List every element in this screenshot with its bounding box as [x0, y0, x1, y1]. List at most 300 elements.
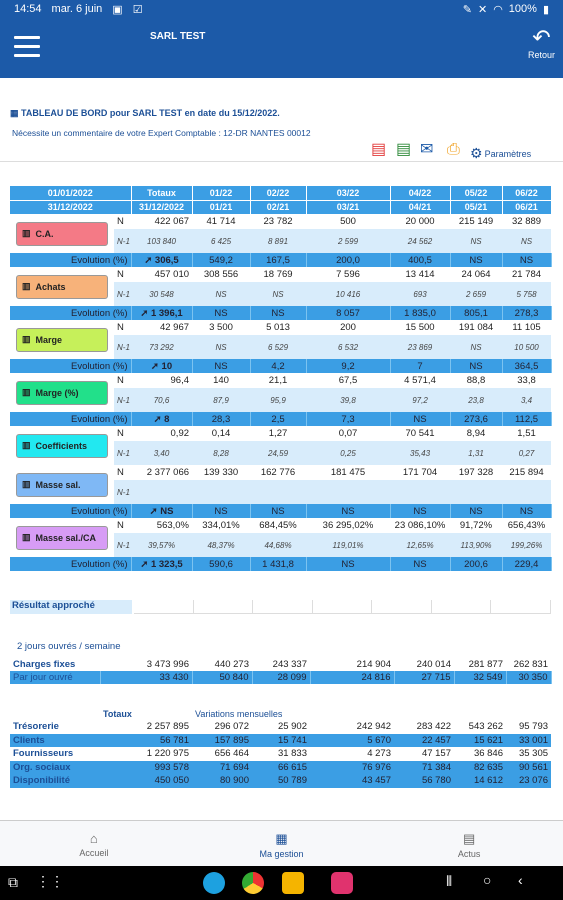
evolution-cell [131, 557, 192, 571]
section-row-n [10, 373, 551, 388]
tresorerie-row [10, 734, 551, 748]
value-cell: 91,72% [450, 518, 502, 533]
evolution-cell: NS [450, 359, 502, 373]
section-row-n [10, 320, 551, 335]
value-cell: 0,07 [306, 426, 390, 441]
value-cell: 21,1 [250, 373, 306, 388]
mail-icon[interactable]: ✉ [420, 141, 434, 158]
value-cell: 2 659 [450, 282, 502, 306]
tresorerie-cell: 76 976 [310, 761, 394, 775]
evolution-cell: 9,2 [306, 359, 390, 373]
evolution-cell: NS [390, 557, 450, 571]
row-tag: N [114, 426, 131, 441]
header-row [10, 200, 551, 214]
tresorerie-cell: 1 220 975 [146, 748, 189, 760]
nav-ma-gestion[interactable]: ▦ Ma gestion [188, 821, 376, 866]
evolution-cell: 2,5 [250, 412, 306, 426]
evolution-row [10, 359, 551, 373]
tresorerie-cell: 95 793 [518, 721, 549, 733]
value-cell: 8 891 [250, 229, 306, 253]
variations-header: Variations mensuelles [195, 709, 283, 719]
value-cell: 96,4 [131, 373, 192, 388]
section-row-n [10, 518, 551, 533]
apps-grid-icon[interactable]: ⋮⋮ [36, 873, 64, 889]
value-cell: NS [450, 335, 502, 359]
value-cell: 30 548 [131, 282, 192, 306]
header-cell: 05/22 [450, 186, 502, 200]
tresorerie-row [10, 720, 551, 734]
evolution-cell: NS [502, 504, 551, 518]
evolution-value: 10 [161, 360, 173, 372]
value-cell: 308 556 [192, 267, 250, 282]
value-cell: 191 084 [450, 320, 502, 335]
row-tag: N [114, 214, 131, 229]
header-cell: 02/21 [250, 200, 306, 214]
row-tag: N-1 [114, 480, 131, 504]
evolution-label: Evolution (%) [10, 306, 131, 320]
header-cell: 31/12/2022 [10, 200, 131, 214]
evolution-label: Evolution (%) [10, 359, 131, 373]
back-nav-icon[interactable]: ‹ [518, 872, 523, 888]
value-cell: 10 416 [306, 282, 390, 306]
evolution-value: 1 396,1 [150, 307, 183, 319]
back-button[interactable] [528, 26, 555, 60]
evolution-cell: NS [306, 504, 390, 518]
trend-up-icon: ➚ [140, 307, 151, 319]
value-cell: 103 840 [131, 229, 192, 253]
header-cell: 01/01/2022 [10, 186, 131, 200]
battery-icon: ▮ [542, 3, 549, 16]
tresorerie-cell: 47 157 [421, 748, 451, 760]
evolution-cell: 1 835,0 [390, 306, 450, 320]
value-cell: 0,25 [306, 441, 390, 465]
evolution-cell: 112,5 [502, 412, 551, 426]
charges-row [10, 671, 551, 684]
sliders-icon: ▥ [22, 440, 31, 450]
tresorerie-cell: 656 464 [214, 748, 249, 760]
header-cell: 04/22 [390, 186, 450, 200]
evolution-cell: 200,0 [306, 253, 390, 267]
value-cell: 215 149 [450, 214, 502, 229]
wifi-icon: ◠ [493, 3, 503, 16]
bottom-nav [0, 820, 563, 866]
value-cell: 181 475 [306, 465, 390, 480]
charges-cell: 30 350 [506, 671, 551, 684]
row-tag: N-1 [114, 533, 131, 557]
value-cell: 656,43% [502, 518, 551, 533]
status-bar [0, 0, 563, 18]
value-cell: 32 889 [502, 214, 551, 229]
section-badge[interactable] [16, 381, 108, 405]
section-badge[interactable] [16, 434, 108, 458]
charges-table [10, 658, 551, 684]
value-cell: 44,68% [250, 533, 306, 557]
value-cell: 39,8 [306, 388, 390, 412]
tresorerie-cell: 993 578 [100, 761, 192, 775]
calculator-icon: ▦ [275, 831, 288, 846]
value-cell: 197 328 [450, 465, 502, 480]
evolution-cell: 7,3 [306, 412, 390, 426]
section-badge[interactable] [16, 526, 108, 550]
value-cell: 87,9 [192, 388, 250, 412]
tresorerie-cell: 33 001 [506, 734, 551, 748]
section-badge-cell [10, 465, 114, 504]
header-cell: 06/21 [502, 200, 551, 214]
working-days: 2 jours ouvrés / semaine [17, 641, 121, 652]
section-label: Coefficients [35, 440, 88, 451]
section-badge[interactable] [16, 328, 108, 352]
news-icon: ▤ [463, 831, 476, 846]
evolution-cell: 28,3 [192, 412, 250, 426]
system-nav-bar [0, 866, 563, 900]
tresorerie-label: Disponibilité [10, 774, 100, 788]
value-cell: 6 425 [192, 229, 250, 253]
value-cell: 215 894 [502, 465, 551, 480]
value-cell: 2 377 066 [131, 465, 192, 480]
charges-cell: 50 840 [192, 671, 252, 684]
evolution-cell: NS [192, 504, 250, 518]
value-cell [390, 480, 450, 504]
charges-cell: 262 831 [506, 658, 551, 671]
value-cell: 18 769 [250, 267, 306, 282]
value-cell: 73 292 [131, 335, 192, 359]
evolution-label: Evolution (%) [10, 557, 131, 571]
header-cell: 04/21 [390, 200, 450, 214]
value-cell: 3,40 [131, 441, 192, 465]
pen-icon: ✎ [462, 3, 472, 16]
undo-icon: ↶ [532, 25, 551, 50]
evolution-cell: NS [250, 306, 306, 320]
value-cell: 15 500 [390, 320, 450, 335]
evolution-cell [131, 359, 192, 373]
section-badge[interactable] [16, 222, 108, 246]
section-badge-cell [10, 373, 114, 412]
evolution-cell [131, 253, 192, 267]
tresorerie-cell: 25 902 [277, 721, 307, 733]
value-cell: 0,14 [192, 426, 250, 441]
charges-cell: 281 877 [454, 658, 506, 671]
resultat-label: Résultat approché [10, 600, 132, 614]
section-badge-cell [10, 214, 114, 253]
value-cell: 13 414 [390, 267, 450, 282]
evolution-row [10, 253, 551, 267]
evolution-value: 1 323,5 [150, 558, 183, 570]
tresorerie-cell: 66 615 [252, 761, 310, 775]
value-cell: 95,9 [250, 388, 306, 412]
row-tag: N-1 [114, 282, 131, 306]
value-cell: 8,28 [192, 441, 250, 465]
value-cell: 3 500 [192, 320, 250, 335]
section-label: Achats [35, 281, 66, 292]
evolution-cell: 200,6 [450, 557, 502, 571]
header-cell: 03/21 [306, 200, 390, 214]
row-tag: N [114, 267, 131, 282]
evolution-cell: 167,5 [250, 253, 306, 267]
section-row-n [10, 214, 551, 229]
section-badge-cell [10, 267, 114, 306]
status-time: 14:54 [14, 3, 42, 15]
evolution-cell: 273,6 [450, 412, 502, 426]
section-badge-cell [10, 320, 114, 359]
print-icon[interactable]: ⎙ [447, 141, 460, 158]
evolution-value: 8 [164, 413, 170, 425]
value-cell: 21 784 [502, 267, 551, 282]
value-cell: 12,65% [390, 533, 450, 557]
tresorerie-cell: 296 072 [214, 721, 249, 733]
value-cell: 457 010 [131, 267, 192, 282]
value-cell: 10 500 [502, 335, 551, 359]
trend-up-icon: ➚ [140, 558, 151, 570]
tresorerie-cell: 50 789 [252, 774, 310, 788]
evolution-value: NS [160, 505, 174, 517]
value-cell: 162 776 [250, 465, 306, 480]
value-cell [502, 480, 551, 504]
evolution-value: 306,5 [154, 254, 179, 266]
mute-icon: ✕ [477, 3, 488, 16]
row-tag: N [114, 373, 131, 388]
value-cell: 70,6 [131, 388, 192, 412]
tresorerie-cell: 157 895 [192, 734, 252, 748]
evolution-cell: NS [390, 504, 450, 518]
bar-chart-icon: ▥ [22, 334, 31, 344]
evolution-row [10, 412, 551, 426]
value-cell: 11 105 [502, 320, 551, 335]
row-tag: N-1 [114, 229, 131, 253]
value-cell [450, 480, 502, 504]
user-icon: ▥ [22, 532, 31, 542]
value-cell: 35,43 [390, 441, 450, 465]
briefcase-icon: ▥ [22, 281, 31, 291]
evolution-cell: NS [192, 359, 250, 373]
tresorerie-cell: 2 257 895 [146, 721, 189, 733]
value-cell: 1,31 [450, 441, 502, 465]
nav-actus[interactable]: ▤ Actus [375, 821, 563, 866]
resultat-row [10, 600, 551, 614]
value-cell: 422 067 [131, 214, 192, 229]
header-cell: 01/21 [192, 200, 250, 214]
value-cell: 23 782 [250, 214, 306, 229]
tresorerie-label: Clients [10, 734, 100, 748]
value-cell: 1,27 [250, 426, 306, 441]
tresorerie-cell: 23 076 [506, 774, 551, 788]
value-cell: 1,51 [502, 426, 551, 441]
header-cell: 05/21 [450, 200, 502, 214]
screenshot-icon[interactable]: ⧉ [8, 874, 18, 890]
charges-cell: 214 904 [310, 658, 394, 671]
header-cell: 31/12/2022 [131, 200, 192, 214]
value-cell: 199,26% [502, 533, 551, 557]
table-icon: ▦ [10, 108, 22, 118]
evolution-cell: NS [450, 504, 502, 518]
tresorerie-cell: 543 262 [468, 721, 503, 733]
tresorerie-cell: 80 900 [192, 774, 252, 788]
charges-cell: 33 430 [100, 671, 192, 684]
value-cell: 0,27 [502, 441, 551, 465]
value-cell: NS [250, 282, 306, 306]
tresorerie-cell: 71 694 [192, 761, 252, 775]
header-cell: 01/22 [192, 186, 250, 200]
trend-up-icon: ➚ [149, 505, 161, 517]
row-tag: N-1 [114, 388, 131, 412]
tresorerie-cell: 15 621 [454, 734, 506, 748]
charges-cell: 28 099 [252, 671, 310, 684]
evolution-cell: 8 057 [306, 306, 390, 320]
evolution-cell: NS [390, 412, 450, 426]
section-badge-cell [10, 426, 114, 465]
gear-icon: ⚙ [470, 145, 483, 161]
value-cell: 7 596 [306, 267, 390, 282]
evolution-cell: 1 431,8 [250, 557, 306, 571]
back-label: Retour [527, 50, 555, 60]
tresorerie-cell: 43 457 [310, 774, 394, 788]
header-cell: 03/22 [306, 186, 390, 200]
section-badge[interactable] [16, 473, 108, 497]
tresorerie-label: Org. sociaux [10, 761, 100, 775]
app-bar [0, 18, 563, 78]
tresorerie-cell: 15 741 [252, 734, 310, 748]
value-cell: 41 714 [192, 214, 250, 229]
bar-chart-icon: ▥ [22, 387, 31, 397]
value-cell: 97,2 [390, 388, 450, 412]
charges-cell: 240 014 [394, 658, 454, 671]
chrome-icon[interactable] [242, 872, 264, 894]
tresorerie-cell: 283 422 [416, 721, 451, 733]
value-cell: 3,4 [502, 388, 551, 412]
app-title: SARL TEST [150, 31, 206, 42]
evolution-cell: NS [250, 504, 306, 518]
tresorerie-label: Fournisseurs [13, 748, 74, 760]
tresorerie-cell: 56 781 [100, 734, 192, 748]
check-icon: ☑ [132, 3, 143, 16]
battery-level: 100% [508, 3, 537, 15]
chart-line-icon: ▥ [22, 228, 31, 238]
evolution-label: Evolution (%) [10, 412, 131, 426]
evolution-cell: 549,2 [192, 253, 250, 267]
charges-cell: 3 473 996 [100, 658, 192, 671]
section-badge[interactable] [16, 275, 108, 299]
value-cell: 140 [192, 373, 250, 388]
evolution-cell: NS [450, 253, 502, 267]
value-cell: 42 967 [131, 320, 192, 335]
evolution-label: Evolution (%) [10, 504, 131, 518]
pdf-icon[interactable]: ▤ [371, 141, 387, 158]
value-cell [250, 480, 306, 504]
evolution-cell [131, 504, 192, 518]
value-cell: 8,94 [450, 426, 502, 441]
status-date: mar. 6 juin [51, 3, 103, 15]
parameters-button[interactable]: ⚙ Paramètres [470, 145, 532, 161]
charges-cell: 440 273 [192, 658, 252, 671]
value-cell [306, 480, 390, 504]
excel-icon[interactable]: ▤ [396, 141, 412, 158]
tresorerie-cell: 5 670 [310, 734, 394, 748]
spacer-cell [10, 708, 100, 720]
section-label: C.A. [35, 228, 54, 239]
value-cell: 563,0% [131, 518, 192, 533]
value-cell: 23 086,10% [390, 518, 450, 533]
row-tag: N-1 [114, 335, 131, 359]
value-cell: 36 295,02% [306, 518, 390, 533]
evolution-label: Evolution (%) [10, 253, 131, 267]
tresorerie-row [10, 774, 551, 788]
menu-button[interactable] [14, 36, 40, 58]
value-cell: 5 758 [502, 282, 551, 306]
value-cell: NS [192, 335, 250, 359]
section-row-n [10, 267, 551, 282]
value-cell: 39,57% [131, 533, 192, 557]
value-cell: 20 000 [390, 214, 450, 229]
trend-up-icon: ➚ [153, 413, 165, 425]
value-cell: 67,5 [306, 373, 390, 388]
tresorerie-cell: 36 846 [473, 748, 503, 760]
charges-cell: 27 715 [394, 671, 454, 684]
header-cell: 06/22 [502, 186, 551, 200]
value-cell: 684,45% [250, 518, 306, 533]
value-cell: 5 013 [250, 320, 306, 335]
value-cell: 113,90% [450, 533, 502, 557]
dashboard-header [0, 100, 563, 162]
recents-icon[interactable]: ⦀ [446, 873, 453, 889]
section-label: Marge (%) [35, 387, 79, 398]
evolution-cell: 4,2 [250, 359, 306, 373]
charges-label: Charges fixes [10, 658, 100, 671]
value-cell: 334,01% [192, 518, 250, 533]
tresorerie-cell: 4 273 [367, 748, 391, 760]
value-cell: 119,01% [306, 533, 390, 557]
skype-icon[interactable] [203, 872, 225, 894]
row-tag: N [114, 320, 131, 335]
evolution-cell: 364,5 [502, 359, 551, 373]
evolution-cell: 7 [390, 359, 450, 373]
value-cell: 23 869 [390, 335, 450, 359]
tresorerie-cell: 71 384 [394, 761, 454, 775]
value-cell: 500 [306, 214, 390, 229]
section-row-n [10, 465, 551, 480]
value-cell: 171 704 [390, 465, 450, 480]
tresorerie-cell: 22 457 [394, 734, 454, 748]
tresorerie-table [10, 708, 551, 788]
value-cell: NS [502, 229, 551, 253]
home-nav-icon[interactable]: ○ [483, 872, 492, 888]
charges-cell: 32 549 [454, 671, 506, 684]
charges-row [10, 658, 551, 671]
flower-app-icon[interactable] [331, 872, 353, 894]
evolution-cell: NS [192, 306, 250, 320]
nav-accueil[interactable]: ⌂ Accueil [0, 821, 188, 866]
value-cell: 4 571,4 [390, 373, 450, 388]
tresorerie-cell: 82 635 [454, 761, 506, 775]
value-cell: 23,8 [450, 388, 502, 412]
files-icon[interactable] [282, 872, 304, 894]
users-icon: ▥ [22, 479, 31, 489]
evolution-cell: NS [306, 557, 390, 571]
row-tag: N-1 [114, 441, 131, 465]
evolution-cell: 229,4 [502, 557, 551, 571]
value-cell: 2 599 [306, 229, 390, 253]
trend-up-icon: ➚ [144, 254, 155, 266]
value-cell: 6 529 [250, 335, 306, 359]
value-cell: 88,8 [450, 373, 502, 388]
value-cell: 33,8 [502, 373, 551, 388]
charges-cell: 24 816 [310, 671, 394, 684]
value-cell: 24,59 [250, 441, 306, 465]
evolution-cell: 590,6 [192, 557, 250, 571]
row-tag: N [114, 465, 131, 480]
value-cell: 6 532 [306, 335, 390, 359]
tresorerie-cell: 90 561 [506, 761, 551, 775]
tresorerie-cell: 35 305 [518, 748, 549, 760]
tresorerie-cell: 14 612 [454, 774, 506, 788]
